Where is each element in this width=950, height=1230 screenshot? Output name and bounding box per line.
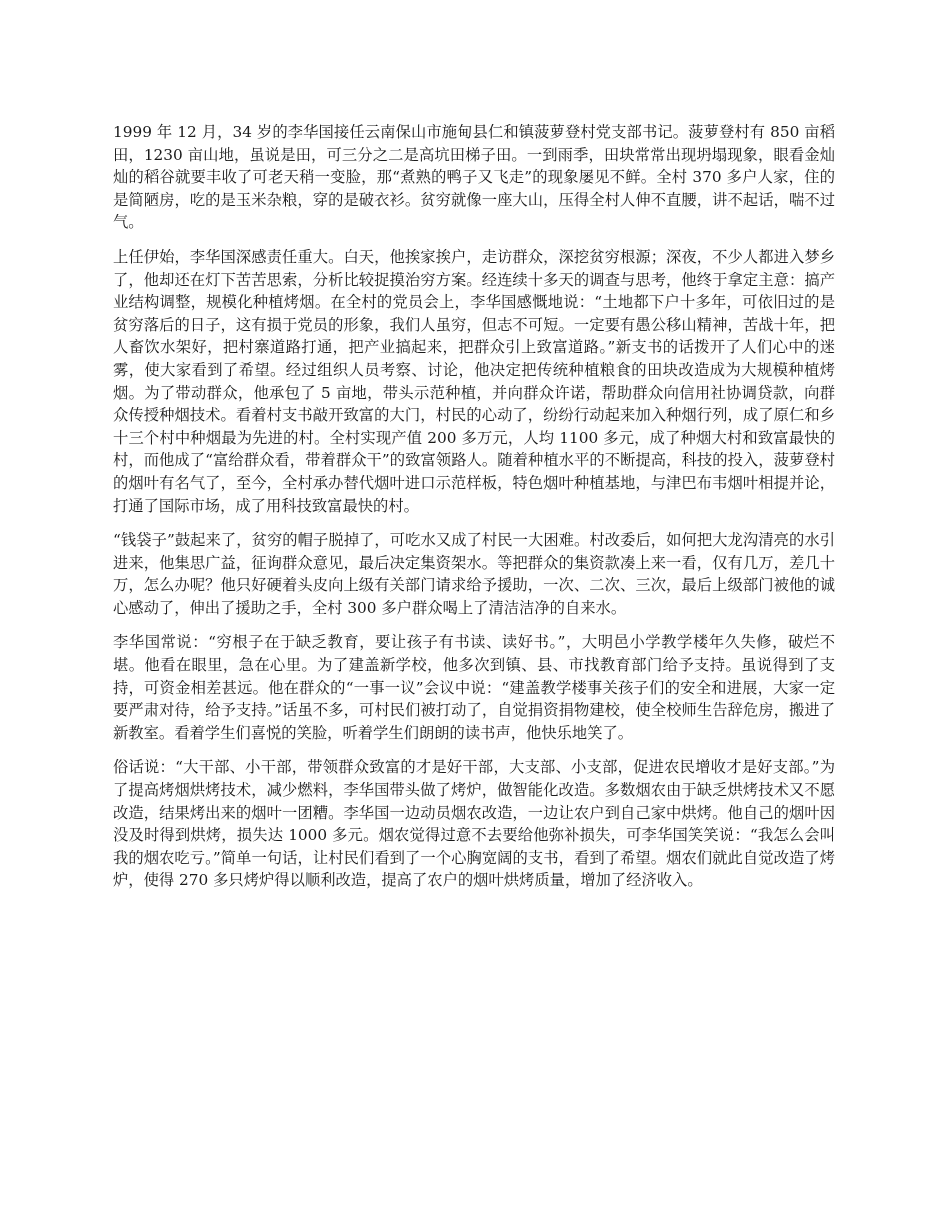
paragraph-appointment: 1999 年 12 月，34 岁的李华国接任云南保山市施甸县仁和镇菠萝登村党支部书记。菠萝登村有 850 亩稻田，1230 亩山地，虽说是田，可三分之二是高坑田梯子田。一到雨季，田块常常出现坍塌现象，眼看金灿灿的稻谷就要丰收了可老天稍一变脸，那“煮熟的鸭子又飞走”的现象屡见不鲜。全村 370 多户人家，住的是简陋房，吃的是玉米杂粮，穿的是破衣衫。贫穷就像一座大山，压得全村人伸不直腰，讲不起话，喘不过气。: [113, 123, 835, 232]
paragraph-water-supply: “钱袋子”鼓起来了，贫穷的帽子脱掉了，可吃水又成了村民一大困难。村改委后，如何把大龙沟清亮的水引进来，他集思广益，征询群众意见，最后决定集资架水。等把群众的集资款凑上来一看，仅有几万，差几十万，怎么办呢？他只好硬着头皮向上级有关部门请求给予援助，一次、二次、三次，最后上级部门被他的诚心感动了，伸出了援助之手，全村 300 多户群众喝上了清洁洁净的自来水。: [113, 531, 835, 617]
paragraph-school-building: 李华国常说：“穷根子在于缺乏教育，要让孩子有书读、读好书。”，大明邑小学教学楼年久失修，破烂不堪。他看在眼里，急在心里。为了建盖新学校，他多次到镇、县、市找教育部门给予支持。虽说得到了支持，可资金相差甚远。他在群众的“一事一议”会议中说：“建盖教学楼事关孩子们的安全和进展，大家一定要严肃对待，给予支持。”话虽不多，可村民们被打动了，自觉捐资捐物建校，使全校师生告辞危房，搬进了新教室。看着学生们喜悦的笑脸，听着学生们朗朗的读书声，他快乐地笑了。: [113, 633, 835, 742]
paragraph-tobacco-industry: 上任伊始，李华国深感责任重大。白天，他挨家挨户，走访群众，深挖贫穷根源；深夜，不少人都进入梦乡了，他却还在灯下苦苦思索，分析比较捉摸治穷方案。经连续十多天的调查与思考，他终于拿定主意：搞产业结构调整，规模化种植烤烟。在全村的党员会上，李华国感慨地说：“土地都下户十多年，可依旧过的是贫穷落后的日子，这有损于党员的形象，我们人虽穷，但志不可短。一定要有愚公移山精神，苦战十年，把人畜饮水架好，把村寨道路打通，把产业搞起来，把群众引上致富道路。”新支书的话拨开了人们心中的迷雾，使大家看到了希望。经过组织人员考察、讨论，他决定把传统种植粮食的田块改造成为大规模种植烤烟。为了带动群众，他承包了 5 亩地，带头示范种植，并向群众许诺，帮助群众向信用社协调贷款，向群众传授种烟技术。看着村支书敲开致富的大门，村民的心动了，纷纷行动起来加入种烟行列，成了原仁和乡十三个村中种烟最为先进的村。全村实现产值 200 多万元，人均 1100 多元，成了种烟大村和致富最快的村，而他成了“富给群众看，带着群众干”的致富领路人。随着种植水平的不断提高，科技的投入，菠萝登村的烟叶有名气了，至今，全村承办替代烟叶进口示范样板，特色烟叶种植基地，与津巴布韦烟叶相提并论，打通了国际市场，成了用科技致富最快的村。: [113, 247, 835, 515]
document-body: [113, 121, 835, 904]
paragraph-curing-kilns: 俗话说：“大干部、小干部，带领群众致富的才是好干部，大支部、小支部，促进农民增收才是好支部。”为了提高烤烟烘烤技术，减少燃料，李华国带头做了烤炉，做智能化改造。多数烟农由于缺乏烘烤技术又不愿改造，结果烤出来的烟叶一团糟。李华国一边动员烟农改造，一边让农户到自己家中烘烤。他自己的烟叶因没及时得到烘烤，损失达 1000 多元。烟农觉得过意不去要给他弥补损失，可李华国笑笑说：“我怎么会叫我的烟农吃亏。”简单一句话，让村民们看到了一个心胸宽阔的支书，看到了希望。烟农们就此自觉改造了烤炉，使得 270 多只烤炉得以顺利改造，提高了农户的烟叶烘烤质量，增加了经济收入。: [113, 758, 835, 890]
